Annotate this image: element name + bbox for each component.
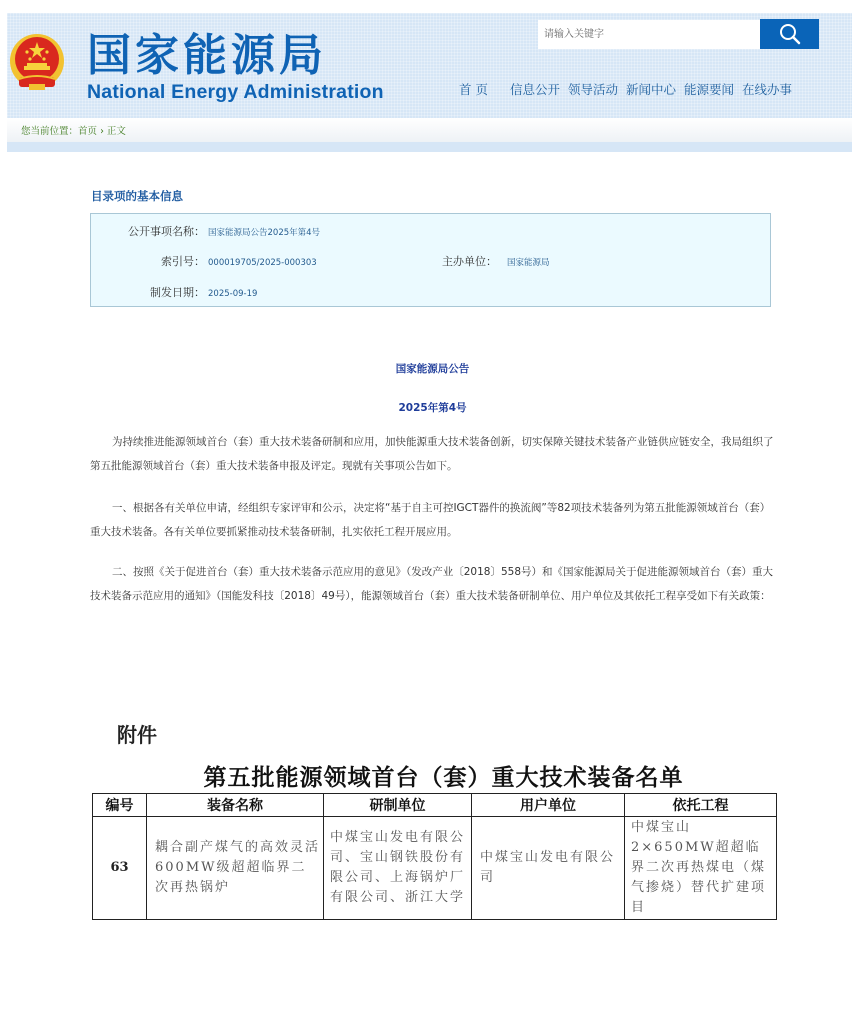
header-stripe [7, 142, 852, 152]
info-label: 公开事项名称： [128, 225, 205, 238]
search-button[interactable] [760, 19, 819, 49]
info-row-item-name [91, 223, 320, 239]
cell-equipment-name: 耦合副产煤气的高效灵活600MW级超超临界二次再热锅炉 [147, 817, 324, 920]
nav-online-services[interactable]: 在线办事 [742, 82, 793, 97]
table-row [93, 817, 777, 920]
breadcrumb [21, 123, 126, 137]
nav-home[interactable]: 首 页 [459, 82, 488, 97]
column-header: 依托工程 [625, 794, 777, 817]
column-header: 研制单位 [324, 794, 472, 817]
search-input[interactable] [538, 20, 760, 49]
breadcrumb-current: 正文 [106, 126, 126, 137]
nav-info-disclosure[interactable]: 信息公开 [509, 82, 560, 97]
info-label: 主办单位： [442, 255, 497, 268]
article-subtitle: 2025年第4号 [398, 402, 467, 414]
main-nav [459, 80, 792, 98]
column-header: 装备名称 [147, 794, 324, 817]
logo-chinese[interactable]: 国家能源局 [87, 30, 327, 81]
info-section-title: 目录项的基本信息 [91, 189, 183, 203]
article-paragraph: 为持续推进能源领域首台（套）重大技术装备研制和应用，加快能源重大技术装备创新，切实保障关键技术装备产业链供应链安全，我局组织了第五批能源领域首台（套）重大技术装备申报及评定。现就有关事项公告如下。 [90, 436, 774, 472]
column-header: 编号 [93, 794, 147, 817]
attachment-title: 第五批能源领域首台（套）重大技术装备名单 [203, 764, 684, 791]
cell-user: 中煤宝山发电有限公司 [472, 817, 625, 920]
nav-leadership[interactable]: 领导活动 [568, 82, 619, 97]
info-value: 国家能源局 [507, 258, 550, 268]
info-label: 索引号： [161, 255, 205, 268]
breadcrumb-prefix: 您当前位置： [21, 126, 79, 137]
column-header: 用户单位 [472, 794, 625, 817]
logo-english[interactable]: National Energy Administration [87, 81, 384, 103]
cell-project: 中煤宝山2×650MW超超临界二次再热煤电（煤气掺烧）替代扩建项目 [625, 817, 777, 920]
breadcrumb-home[interactable]: 首页 [78, 126, 98, 137]
info-row-index [91, 253, 317, 269]
nav-energy-news[interactable]: 能源要闻 [684, 82, 735, 97]
info-row-date [91, 284, 257, 300]
cell-id: 63 [93, 817, 147, 920]
info-value: 000019705/2025-000303 [208, 258, 317, 268]
info-value: 国家能源局公告2025年第4号 [208, 228, 321, 238]
table-header-row [93, 794, 777, 817]
article-title: 国家能源局公告 [395, 363, 470, 375]
info-row-organizer [442, 253, 550, 269]
breadcrumb-separator: › [100, 126, 104, 137]
article-paragraph: 一、根据各有关单位申请，经组织专家评审和公示，决定将“基于自主可控IGCT器件的换流阀”等82项技术装备列为第五批能源领域首台（套）重大技术装备。各有关单位要抓紧推动技术装备研制，扎实依托工程开展应用。 [90, 502, 771, 538]
breadcrumb-bar [7, 118, 852, 142]
info-label: 制发日期： [150, 286, 205, 299]
search-icon [779, 23, 801, 45]
info-value: 2025-09-19 [208, 289, 258, 299]
attachment-label: 附件 [117, 723, 157, 747]
nav-news-center[interactable]: 新闻中心 [626, 82, 677, 97]
equipment-table [92, 793, 777, 920]
article-paragraph: 二、按照《关于促进首台（套）重大技术装备示范应用的意见》（发改产业〔2018〕558号）和《国家能源局关于促进能源领域首台（套）重大技术装备示范应用的通知》（国能发科技〔2018〕49号），能源领域首台（套）重大技术装备研制单位、用户单位及其依托工程享受如下有关政策： [90, 566, 774, 602]
cell-developer: 中煤宝山发电有限公司、宝山钢铁股份有限公司、上海锅炉厂有限公司、浙江大学 [324, 817, 472, 920]
national-emblem-icon [7, 32, 67, 94]
info-box [90, 213, 771, 307]
